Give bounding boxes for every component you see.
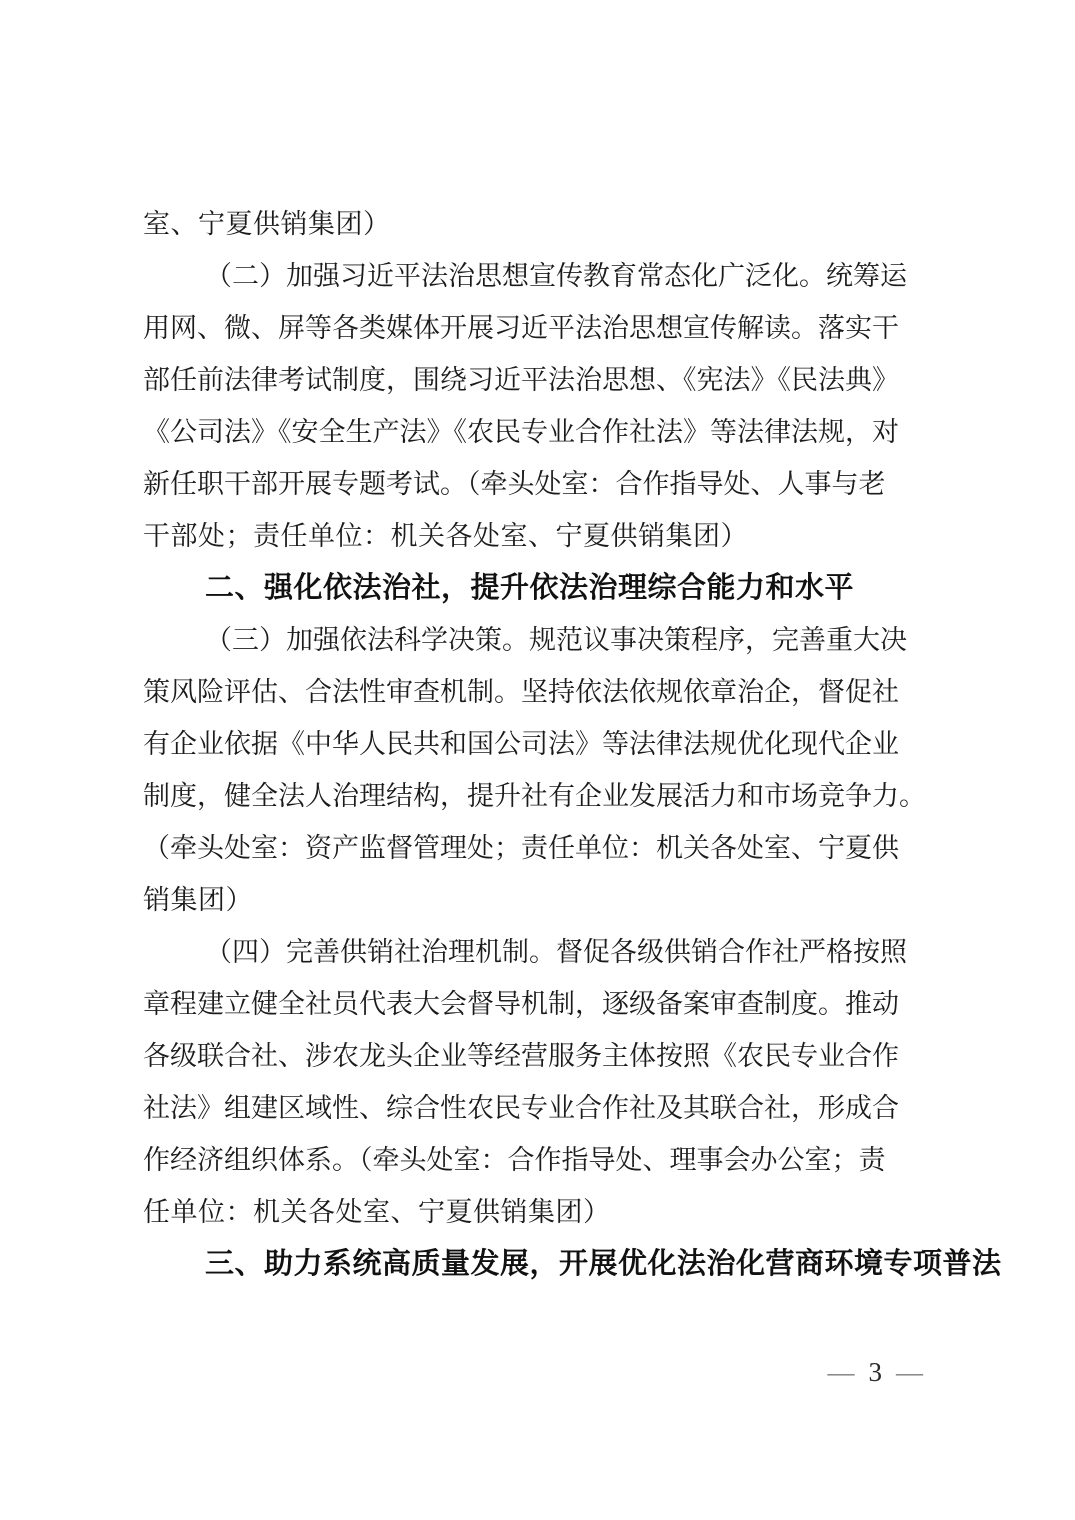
body-text-line: 各级联合社、涉农龙头企业等经营服务主体按照《农民专业合作 (143, 1041, 899, 1071)
body-text-line: 《公司法》《安全生产法》《农民专业合作社法》等法律法规，对 (143, 417, 899, 447)
body-text-line: （二）加强习近平法治思想宣传教育常态化广泛化。统筹运 (205, 261, 907, 291)
body-text-line: 章程建立健全社员代表大会督导机制，逐级备案审查制度。推动 (143, 989, 899, 1019)
body-text-line: 策风险评估、合法性审查机制。坚持依法依规依章治企，督促社 (143, 677, 899, 707)
body-text-line: （牵头处室：资产监督管理处；责任单位：机关各处室、宁夏供 (143, 833, 899, 863)
page-number-value: 3 (868, 1357, 882, 1387)
body-text-line: （三）加强依法科学决策。规范议事决策程序，完善重大决 (205, 625, 907, 655)
page-number-dash-left: — (827, 1357, 855, 1387)
body-text-line: 用网、微、屏等各类媒体开展习近平法治思想宣传解读。落实干 (143, 313, 899, 343)
body-text-line: 社法》组建区域性、综合性农民专业合作社及其联合社，形成合 (143, 1093, 899, 1123)
body-text-line: 有企业依据《中华人民共和国公司法》等法律法规优化现代企业 (143, 729, 899, 759)
body-text-line: （四）完善供销社治理机制。督促各级供销合作社严格按照 (205, 937, 907, 967)
body-text-line: 干部处；责任单位：机关各处室、宁夏供销集团） (143, 521, 748, 551)
body-text-line: 新任职干部开展专题考试。（牵头处室：合作指导处、人事与老 (143, 469, 886, 499)
body-text-line: 任单位：机关各处室、宁夏供销集团） (143, 1197, 611, 1227)
body-text-line: 室、宁夏供销集团） (143, 209, 391, 239)
document-body (143, 198, 1002, 1290)
section-heading: 二、强化依法治社，提升依法治理综合能力和水平 (205, 572, 855, 604)
body-text-line: 制度，健全法人治理结构，提升社有企业发展活力和市场竞争力。 (143, 781, 926, 811)
page-number (828, 1352, 924, 1392)
body-text-line: 作经济组织体系。（牵头处室：合作指导处、理事会办公室；责 (143, 1145, 886, 1175)
page-number-dash-right: — (896, 1357, 923, 1387)
body-text-line: 部任前法律考试制度，围绕习近平法治思想、《宪法》《民法典》 (143, 365, 899, 395)
body-text-line: 销集团） (143, 885, 253, 915)
section-heading: 三、助力系统高质量发展，开展优化法治化营商环境专项普法 (205, 1248, 1002, 1280)
